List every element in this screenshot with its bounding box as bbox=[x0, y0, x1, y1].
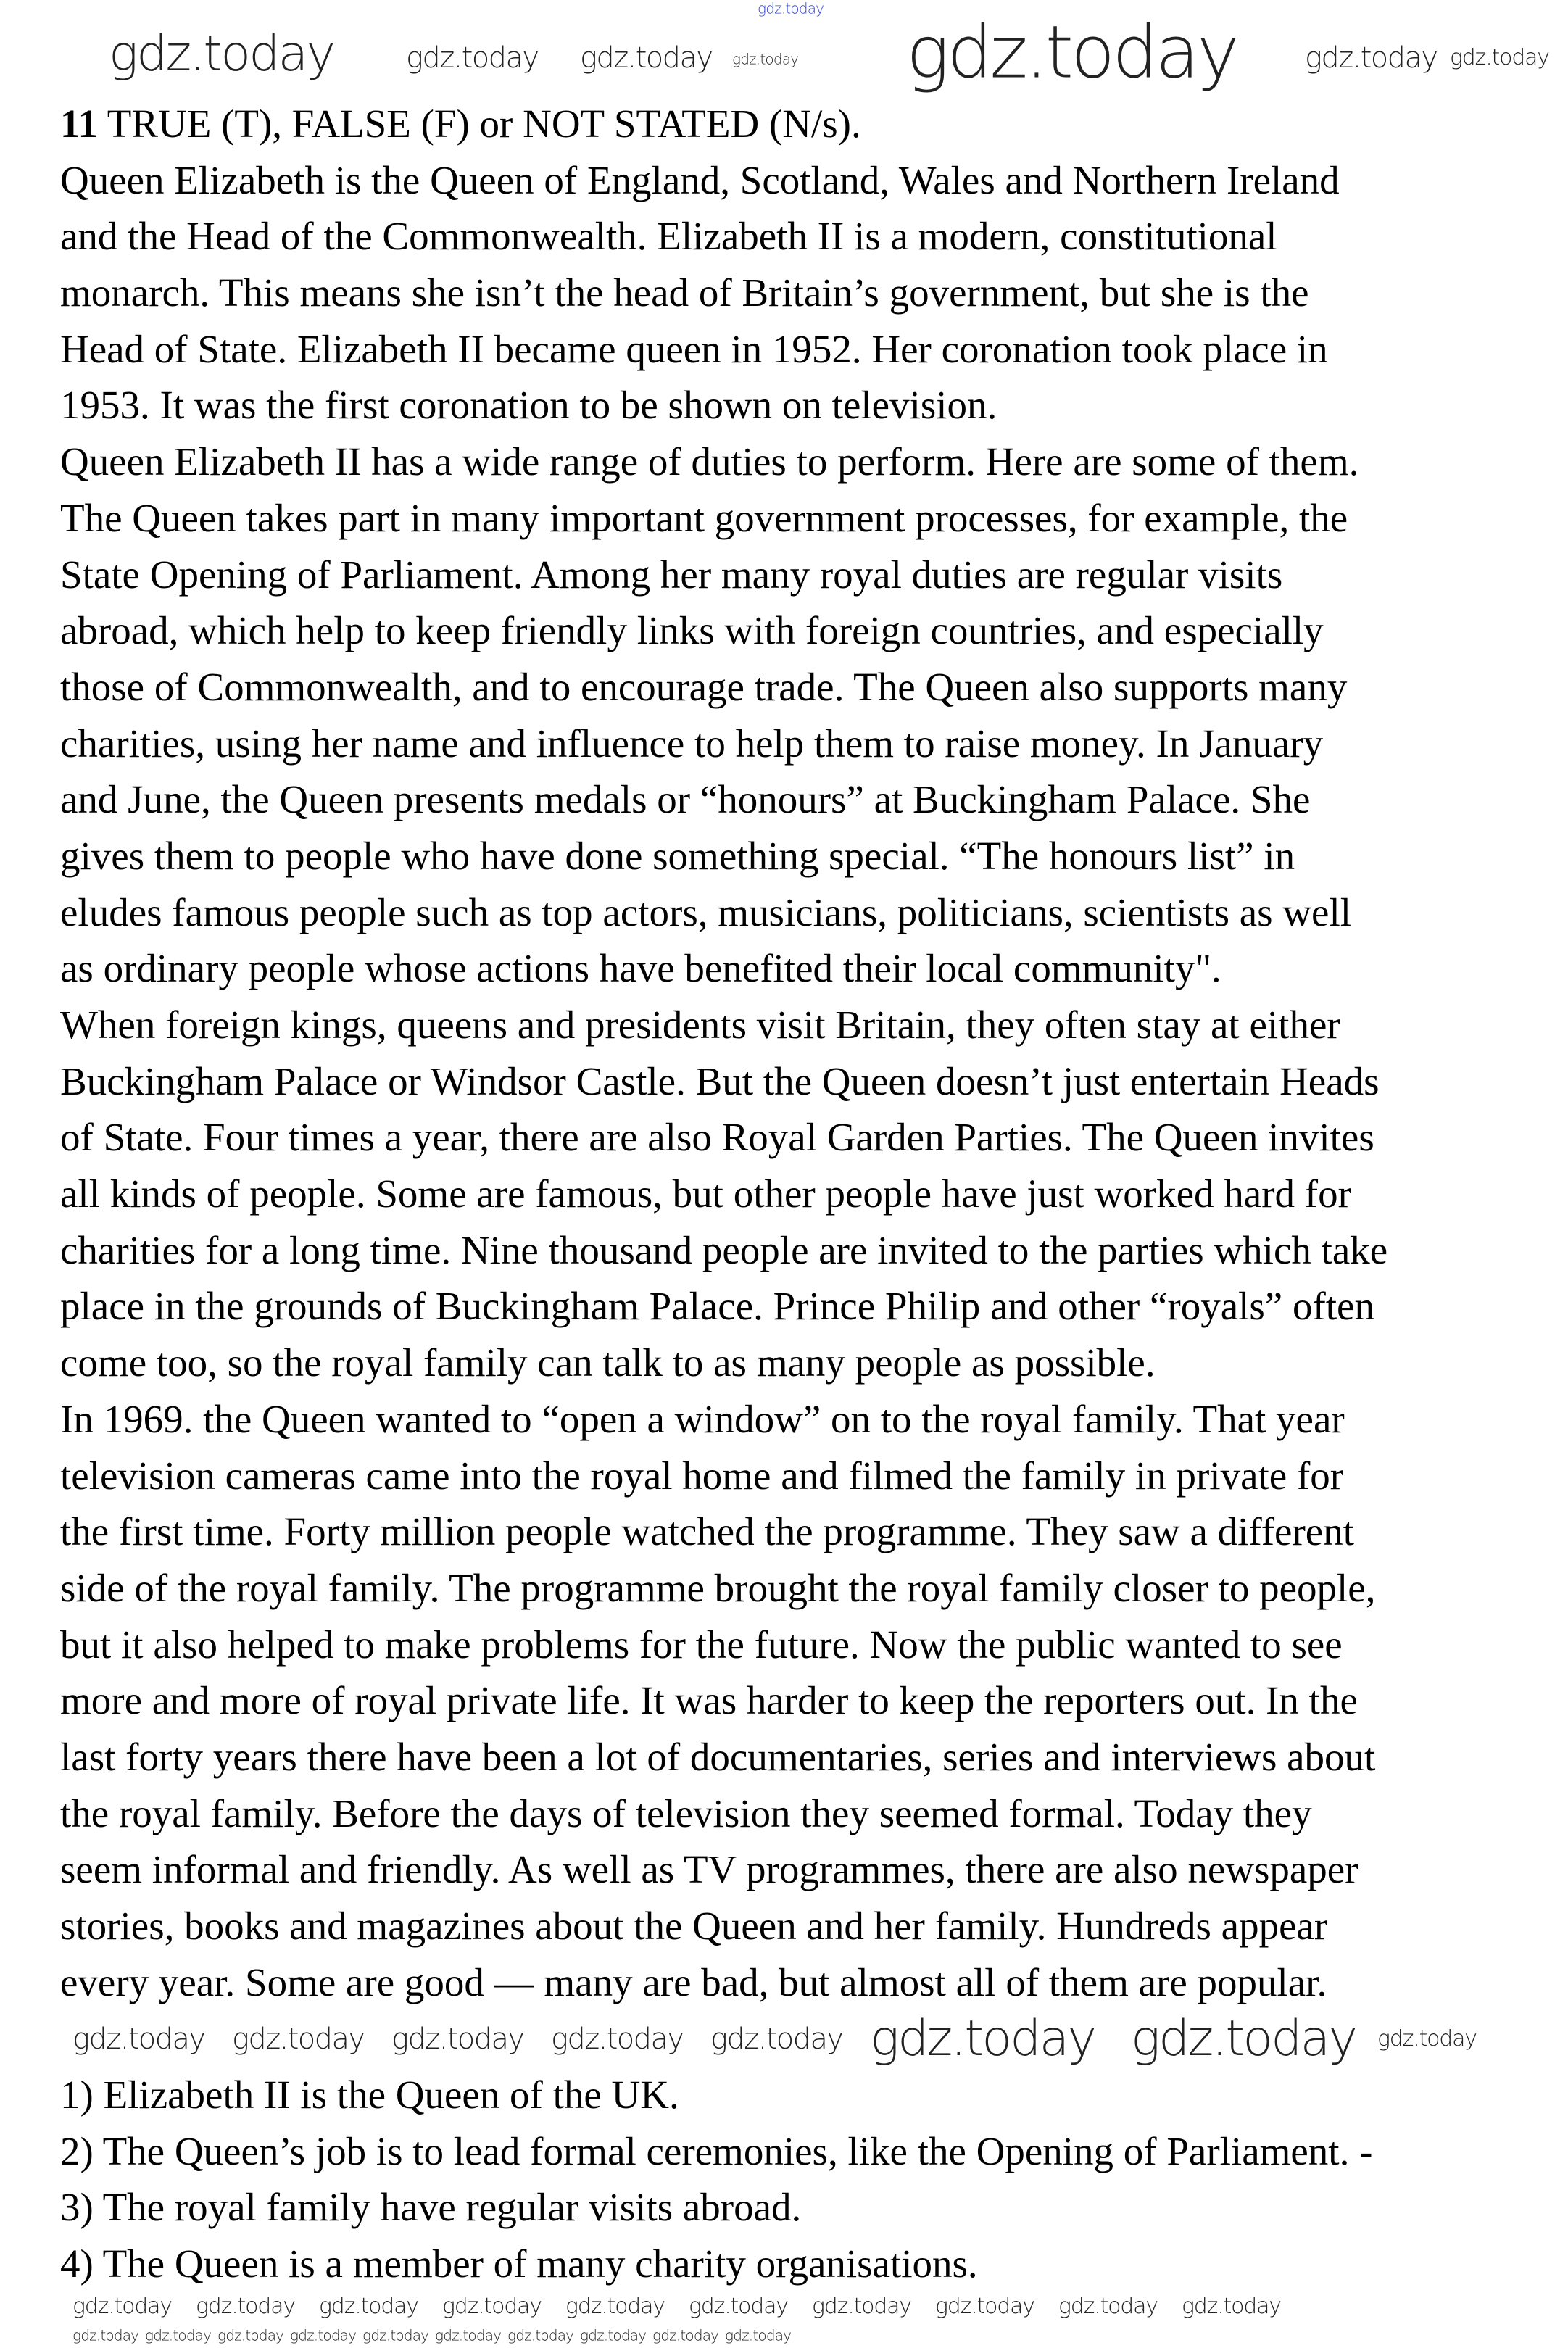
text-line: gives them to people who have done something special. “The honours list” in bbox=[60, 833, 1295, 878]
text-line: but it also helped to make problems for the future. Now the public wanted to see bbox=[60, 1622, 1343, 1667]
text-line: Head of State. Elizabeth II became queen in 1952. Her coronation took place in bbox=[60, 326, 1328, 371]
watermark: gdz.today bbox=[710, 2023, 843, 2056]
text-line: Queen Elizabeth is the Queen of England, Scotland, Wales and Northern Ireland bbox=[60, 157, 1340, 202]
watermark: gdz.today bbox=[1058, 2293, 1158, 2319]
statements-list bbox=[60, 2067, 1387, 2292]
watermark: gdz.today bbox=[391, 2023, 524, 2056]
watermark: gdz.today bbox=[290, 2326, 357, 2344]
watermark: gdz.today bbox=[145, 2326, 212, 2344]
text-line: and the Head of the Commonwealth. Elizabeth II is a modern, constitutional bbox=[60, 214, 1277, 259]
watermark: gdz.today bbox=[1450, 44, 1549, 70]
statement-item: 3) The royal family have regular visits abroad. bbox=[60, 2185, 802, 2230]
text-line: seem informal and friendly. As well as TV programmes, there are also newspaper bbox=[60, 1847, 1358, 1892]
text-line: all kinds of people. Some are famous, but other people have just worked hard for bbox=[60, 1171, 1351, 1216]
watermark: gdz.today bbox=[935, 2293, 1034, 2319]
watermark: gdz.today bbox=[906, 9, 1237, 95]
text-line: eludes famous people such as top actors, musicians, politicians, scientists as well bbox=[60, 889, 1352, 934]
text-line: charities, using her name and influence to help them to raise money. In January bbox=[60, 721, 1324, 766]
text-line: charities for a long time. Nine thousand people are invited to the parties which take bbox=[60, 1227, 1388, 1272]
text-line: When foreign kings, queens and presidents visit Britain, they often stay at either bbox=[60, 1003, 1340, 1047]
text-line: The Queen takes part in many important government processes, for example, the bbox=[60, 495, 1348, 540]
exercise-heading bbox=[60, 96, 1387, 152]
text-line: monarch. This means she isn’t the head of Britain’s government, but she is the bbox=[60, 270, 1309, 315]
exercise-title: TRUE (T), FALSE (F) or NOT STATED (N/s). bbox=[107, 101, 861, 146]
text-line: television cameras came into the royal home and filmed the family in private for bbox=[60, 1453, 1344, 1498]
exercise-number: 11 bbox=[60, 101, 98, 146]
watermark: gdz.today bbox=[725, 2326, 792, 2344]
watermark: gdz.today bbox=[362, 2326, 429, 2344]
text-line: Buckingham Palace or Windsor Castle. But the Queen doesn’t just entertain Heads bbox=[60, 1058, 1380, 1103]
watermark: gdz.today bbox=[442, 2293, 542, 2319]
text-line: abroad, which help to keep friendly links with foreign countries, and especially bbox=[60, 608, 1324, 653]
watermark: gdz.today bbox=[507, 2326, 574, 2344]
watermark: gdz.today bbox=[812, 2293, 911, 2319]
watermark: gdz.today bbox=[758, 0, 824, 17]
text-line: come too, so the royal family can talk to as many people as possible. bbox=[60, 1340, 1156, 1385]
statement-item: 4) The Queen is a member of many charity organisations. bbox=[60, 2241, 978, 2286]
watermark: gdz.today bbox=[72, 2326, 139, 2344]
text-line: side of the royal family. The programme brought the royal family closer to people, bbox=[60, 1565, 1376, 1610]
text-line: In 1969. the Queen wanted to “open a window” on to the royal family. That year bbox=[60, 1396, 1345, 1441]
text-line: and June, the Queen presents medals or “honours” at Buckingham Palace. She bbox=[60, 777, 1311, 822]
watermark: gdz.today bbox=[689, 2293, 788, 2319]
watermark: gdz.today bbox=[870, 2009, 1095, 2067]
watermark: gdz.today bbox=[319, 2293, 418, 2319]
text-line: as ordinary people whose actions have benefited their local community". bbox=[60, 946, 1221, 991]
watermark: gdz.today bbox=[1305, 41, 1438, 75]
watermark: gdz.today bbox=[109, 25, 334, 83]
statement-item: 1) Elizabeth II is the Queen of the UK. bbox=[60, 2073, 679, 2117]
watermark: gdz.today bbox=[406, 41, 539, 75]
watermark: gdz.today bbox=[72, 2023, 205, 2056]
watermark: gdz.today bbox=[565, 2293, 665, 2319]
text-line: place in the grounds of Buckingham Palace. Prince Philip and other “royals” often bbox=[60, 1284, 1374, 1329]
text-line: State Opening of Parliament. Among her many royal duties are regular visits bbox=[60, 552, 1283, 597]
text-line: last forty years there have been a lot of documentaries, series and interviews about bbox=[60, 1734, 1376, 1779]
text-line: stories, books and magazines about the Queen and her family. Hundreds appear bbox=[60, 1904, 1328, 1948]
text-line: the royal family. Before the days of television they seemed formal. Today they bbox=[60, 1791, 1312, 1835]
watermark: gdz.today bbox=[1377, 2025, 1477, 2052]
watermark: gdz.today bbox=[72, 2293, 172, 2319]
watermark: gdz.today bbox=[435, 2326, 502, 2344]
watermark: gdz.today bbox=[1182, 2293, 1281, 2319]
watermark: gdz.today bbox=[1131, 2009, 1356, 2067]
watermark: gdz.today bbox=[580, 41, 713, 75]
watermark: gdz.today bbox=[551, 2023, 684, 2056]
watermark: gdz.today bbox=[217, 2326, 284, 2344]
watermark: gdz.today bbox=[232, 2023, 365, 2056]
watermark: gdz.today bbox=[196, 2293, 295, 2319]
text-line: more and more of royal private life. It was harder to keep the reporters out. In the bbox=[60, 1678, 1358, 1723]
document-body bbox=[60, 96, 1387, 2292]
watermark: gdz.today bbox=[580, 2326, 647, 2344]
text-line: the first time. Forty million people watched the programme. They saw a different bbox=[60, 1509, 1354, 1554]
reading-text bbox=[60, 152, 1387, 2011]
text-line: every year. Some are good — many are bad, but almost all of them are popular. bbox=[60, 1959, 1327, 2004]
watermark: gdz.today bbox=[652, 2326, 719, 2344]
text-line: Queen Elizabeth II has a wide range of duties to perform. Here are some of them. bbox=[60, 439, 1359, 484]
text-line: 1953. It was the first coronation to be shown on television. bbox=[60, 383, 997, 428]
text-line: of State. Four times a year, there are also Royal Garden Parties. The Queen invites bbox=[60, 1115, 1374, 1160]
text-line: those of Commonwealth, and to encourage trade. The Queen also supports many bbox=[60, 664, 1348, 709]
watermark: gdz.today bbox=[732, 50, 799, 68]
statement-item: 2) The Queen’s job is to lead formal ceremonies, like the Opening of Parliament. - bbox=[60, 2128, 1373, 2173]
